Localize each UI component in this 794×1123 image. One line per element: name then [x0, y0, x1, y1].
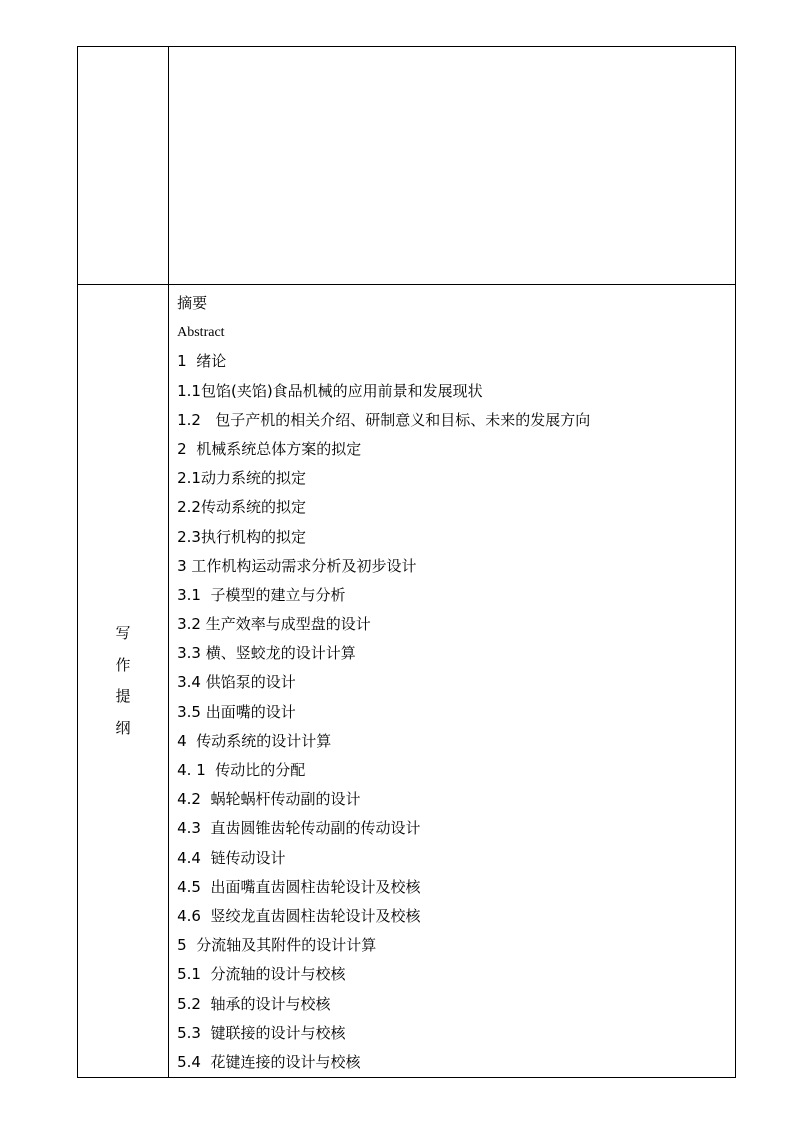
- outline-item: 5.3 键联接的设计与校核: [177, 1023, 346, 1042]
- label-char: 写: [115, 624, 131, 643]
- top-label-cell: [78, 47, 169, 285]
- outline-label-cell: [78, 285, 169, 1078]
- outline-item: 1.2 包子产机的相关介绍、研制意义和目标、未来的发展方向: [177, 410, 591, 429]
- label-char: 作: [115, 655, 131, 674]
- outline-item: 2 机械系统总体方案的拟定: [177, 439, 362, 458]
- outline-item: 5.2 轴承的设计与校核: [177, 994, 331, 1013]
- outline-item: 4.5 出面嘴直齿圆柱齿轮设计及校核: [177, 877, 421, 896]
- outline-item: 4.3 直齿圆锥齿轮传动副的传动设计: [177, 819, 421, 838]
- outline-item: 1 绪论: [177, 352, 227, 371]
- outline-item: 3 工作机构运动需求分析及初步设计: [177, 556, 417, 575]
- outline-item: 4.4 链传动设计: [177, 848, 286, 867]
- table-row-top: [78, 47, 736, 285]
- outline-item: 1.1包馅(夹馅)食品机械的应用前景和发展现状: [177, 381, 483, 400]
- outline-item: 4.6 竖绞龙直齿圆柱齿轮设计及校核: [177, 906, 421, 925]
- outline-item: 5.4 花键连接的设计与校核: [177, 1052, 361, 1071]
- outline-list: [169, 285, 735, 1077]
- outline-item: 5.1 分流轴的设计与校核: [177, 965, 346, 984]
- outline-item: 4 传动系统的设计计算: [177, 731, 332, 750]
- table-row-outline: [78, 285, 736, 1078]
- outline-item: 3.4 供馅泵的设计: [177, 673, 296, 692]
- outline-item: 2.1动力系统的拟定: [177, 469, 306, 488]
- outline-item: 摘要: [177, 294, 208, 312]
- outline-item: 4.2 蜗轮蜗杆传动副的设计: [177, 790, 361, 809]
- outline-item: 5 分流轴及其附件的设计计算: [177, 936, 377, 955]
- outline-item: 3.1 子模型的建立与分析: [177, 585, 346, 604]
- outline-item: 3.5 出面嘴的设计: [177, 702, 296, 721]
- outline-item: 2.2传动系统的拟定: [177, 498, 306, 517]
- writing-outline-label: [116, 618, 131, 744]
- outline-table: [77, 46, 736, 1078]
- outline-content-cell: [169, 285, 736, 1078]
- label-char: 纲: [115, 718, 131, 737]
- label-char: 提: [115, 687, 131, 706]
- outline-item: 4. 1 传动比的分配: [177, 761, 306, 779]
- outline-item: 3.2 生产效率与成型盘的设计: [177, 615, 371, 634]
- outline-item: 3.3 横、竖蛟龙的设计计算: [177, 644, 356, 663]
- outline-item: Abstract: [177, 325, 225, 341]
- top-content-cell: [169, 47, 736, 285]
- outline-item: 2.3执行机构的拟定: [177, 527, 306, 546]
